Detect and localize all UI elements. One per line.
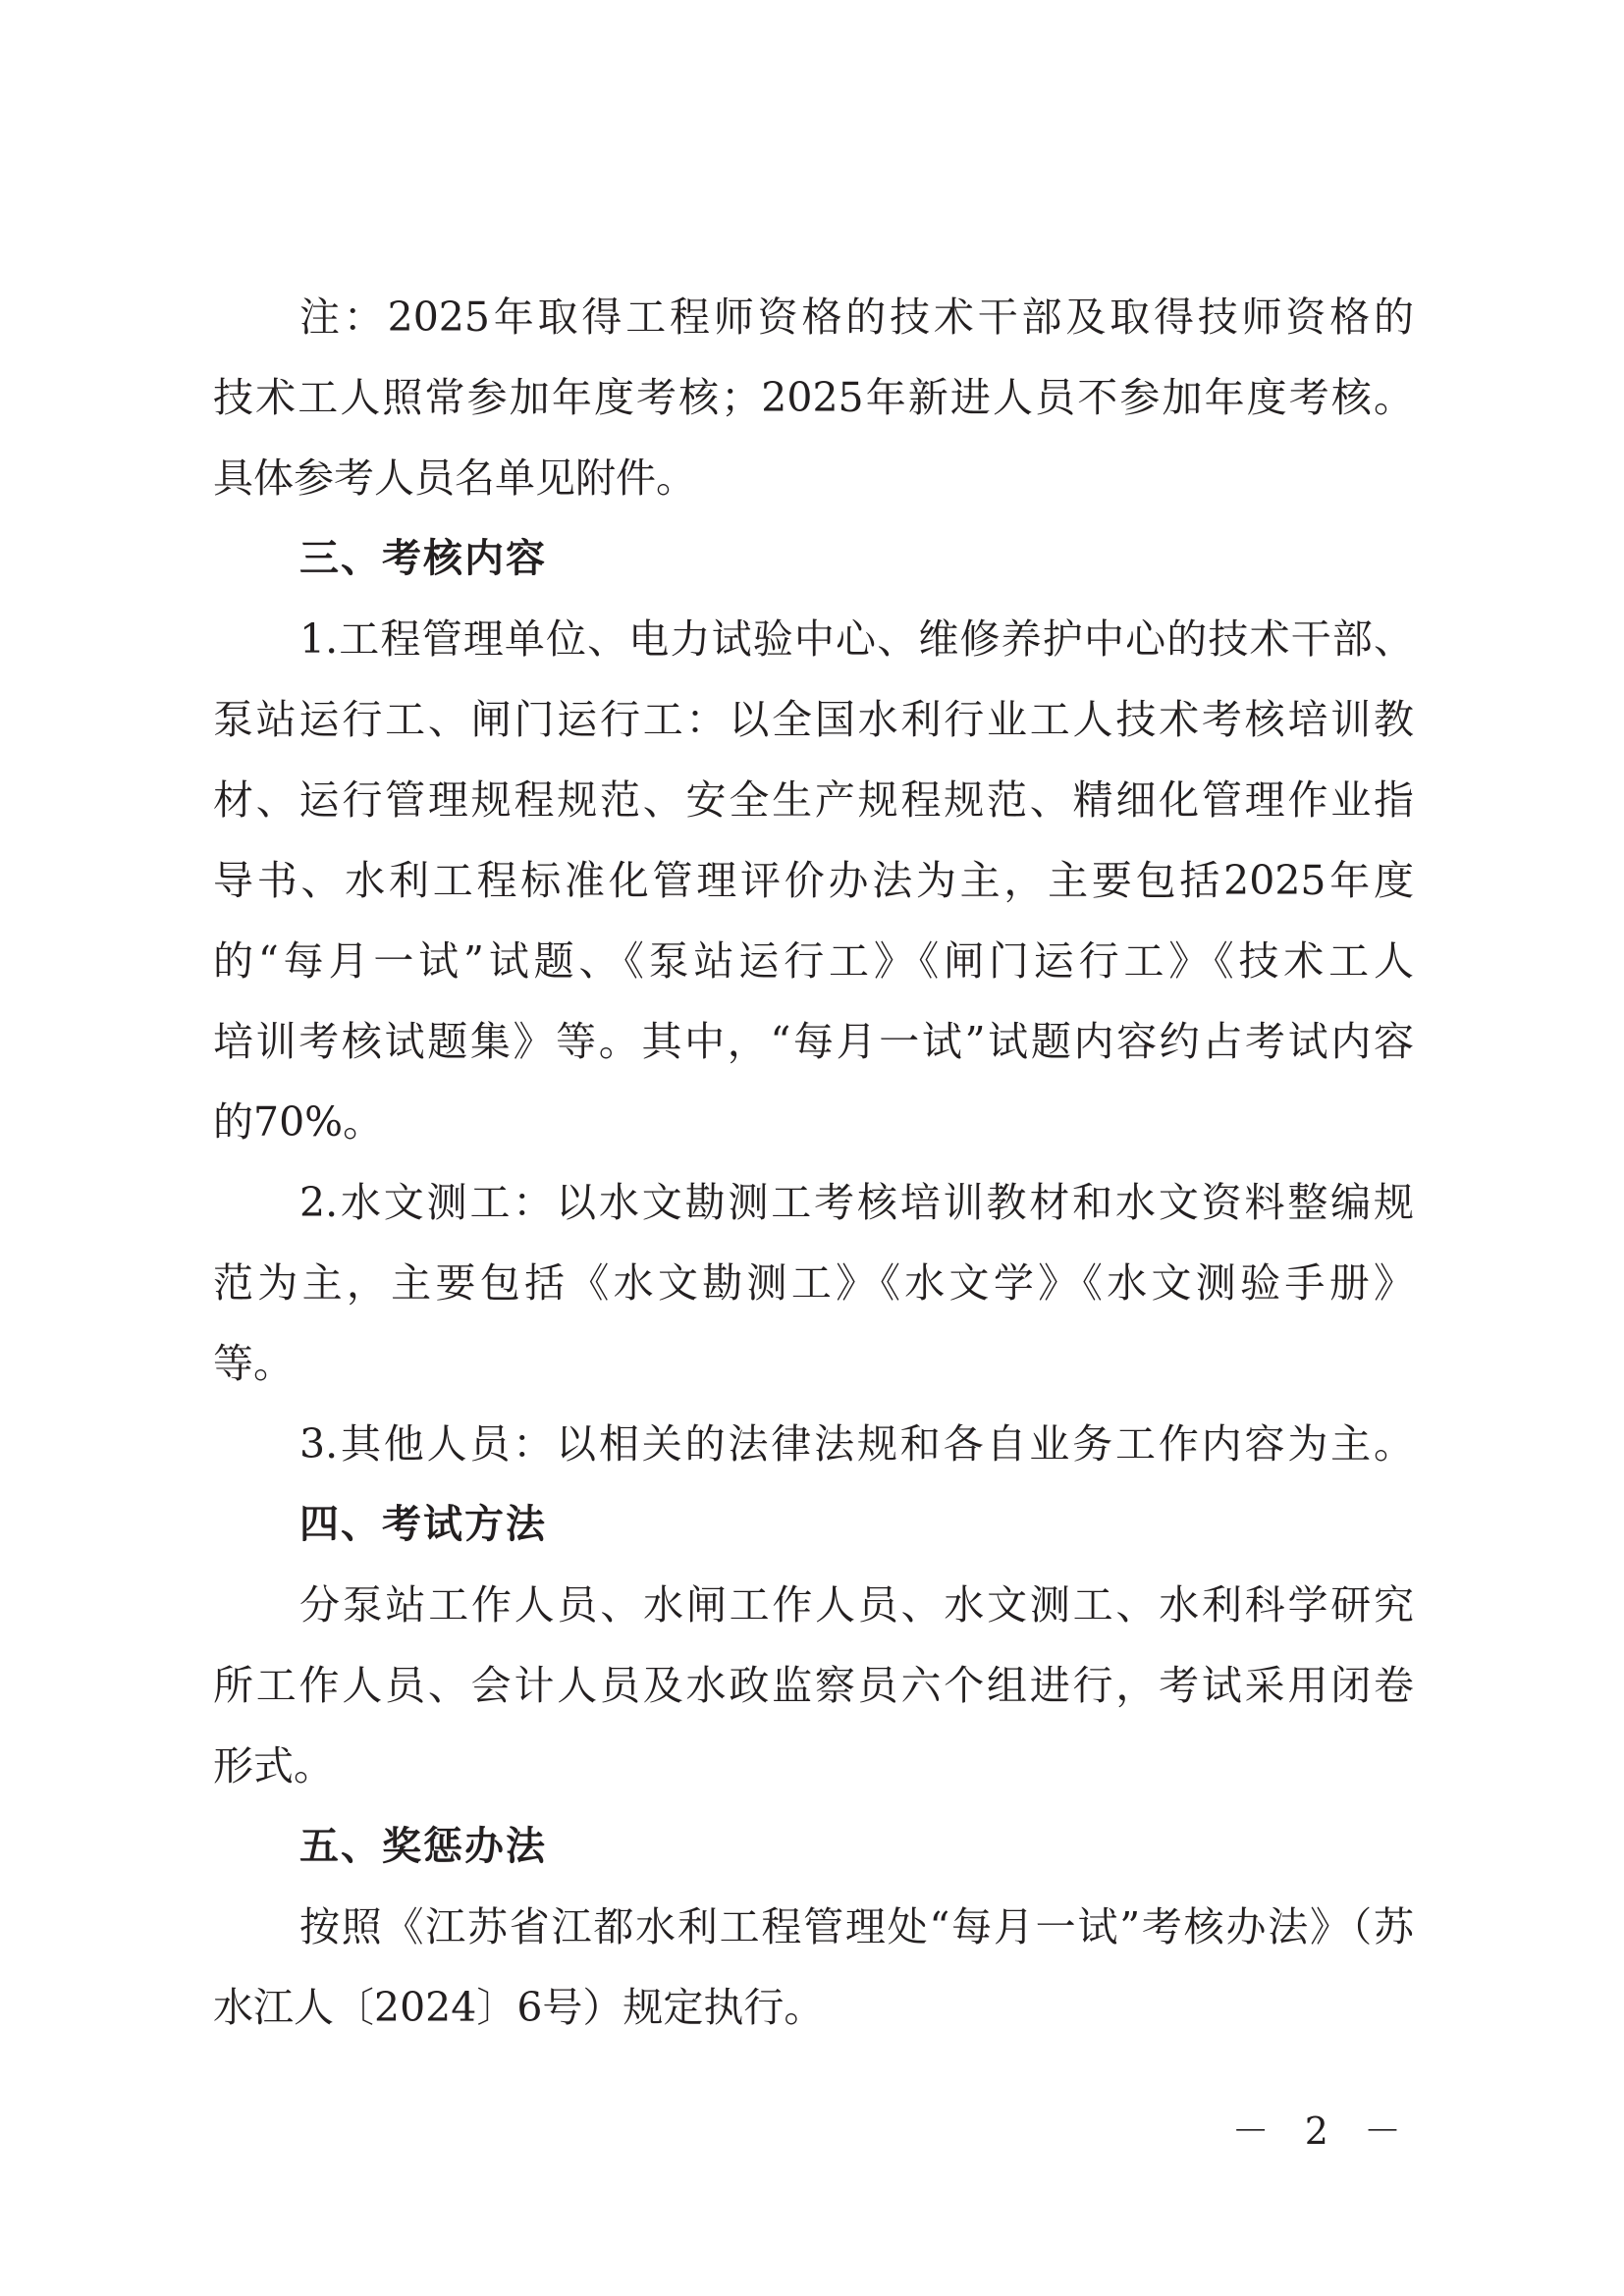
paragraph-line: 技术工人照常参加年度考核；2025年新进人员不参加年度考核。: [213, 374, 1414, 421]
paragraph-line: 注：2025年取得工程师资格的技术干部及取得技师资格的: [299, 294, 1414, 341]
paragraph-line: 的“每月一试”试题、《泵站运行工》《闸门运行工》《技术工人: [213, 937, 1414, 985]
paragraph-line: 范为主，主要包括《水文勘测工》《水文学》《水文测验手册》: [213, 1259, 1414, 1307]
paragraph-line: 1.工程管理单位、电力试验中心、维修养护中心的技术干部、: [299, 615, 1414, 663]
section-heading-rewards: 五、奖惩办法: [299, 1824, 547, 1869]
paragraph-line: 培训考核试题集》等。其中，“每月一试”试题内容约占考试内容: [213, 1018, 1414, 1065]
note-paragraph: [213, 277, 1414, 518]
paragraph-line: 所工作人员、会计人员及水政监察员六个组进行，考试采用闭卷: [213, 1662, 1414, 1709]
paragraph-line: 导书、水利工程标准化管理评价办法为主，主要包括2025年度: [213, 857, 1414, 904]
content-item-3-paragraph: [213, 1404, 1414, 1484]
page-number: － 2 －: [1231, 2109, 1413, 2153]
paragraph-line: 2.水文测工：以水文勘测工考核培训教材和水文资料整编规: [299, 1179, 1414, 1226]
paragraph-line: 的70%。: [213, 1098, 384, 1146]
paragraph-line: 材、运行管理规程规范、安全生产规程规范、精细化管理作业指: [213, 776, 1414, 824]
exam-method-paragraph: [213, 1565, 1414, 1806]
document-body: [213, 277, 1414, 2048]
rewards-paragraph: [213, 1887, 1414, 2048]
content-item-1-paragraph: [213, 599, 1414, 1162]
paragraph-line: 3.其他人员：以相关的法律法规和各自业务工作内容为主。: [299, 1420, 1414, 1468]
paragraph-line: 分泵站工作人员、水闸工作人员、水文测工、水利科学研究: [299, 1581, 1414, 1629]
paragraph-line: 泵站运行工、闸门运行工：以全国水利行业工人技术考核培训教: [213, 696, 1414, 743]
paragraph-line: 水江人〔2024〕6号）规定执行。: [213, 1984, 825, 2031]
paragraph-line: 形式。: [213, 1742, 334, 1789]
paragraph-line: 按照《江苏省江都水利工程管理处“每月一试”考核办法》（苏: [299, 1903, 1414, 1950]
content-item-2-paragraph: [213, 1162, 1414, 1404]
section-heading-exam-method: 四、考试方法: [299, 1502, 547, 1547]
section-heading-content: 三、考核内容: [299, 536, 547, 581]
paragraph-line: 具体参考人员名单见附件。: [213, 454, 696, 502]
paragraph-line: 等。: [213, 1340, 294, 1387]
